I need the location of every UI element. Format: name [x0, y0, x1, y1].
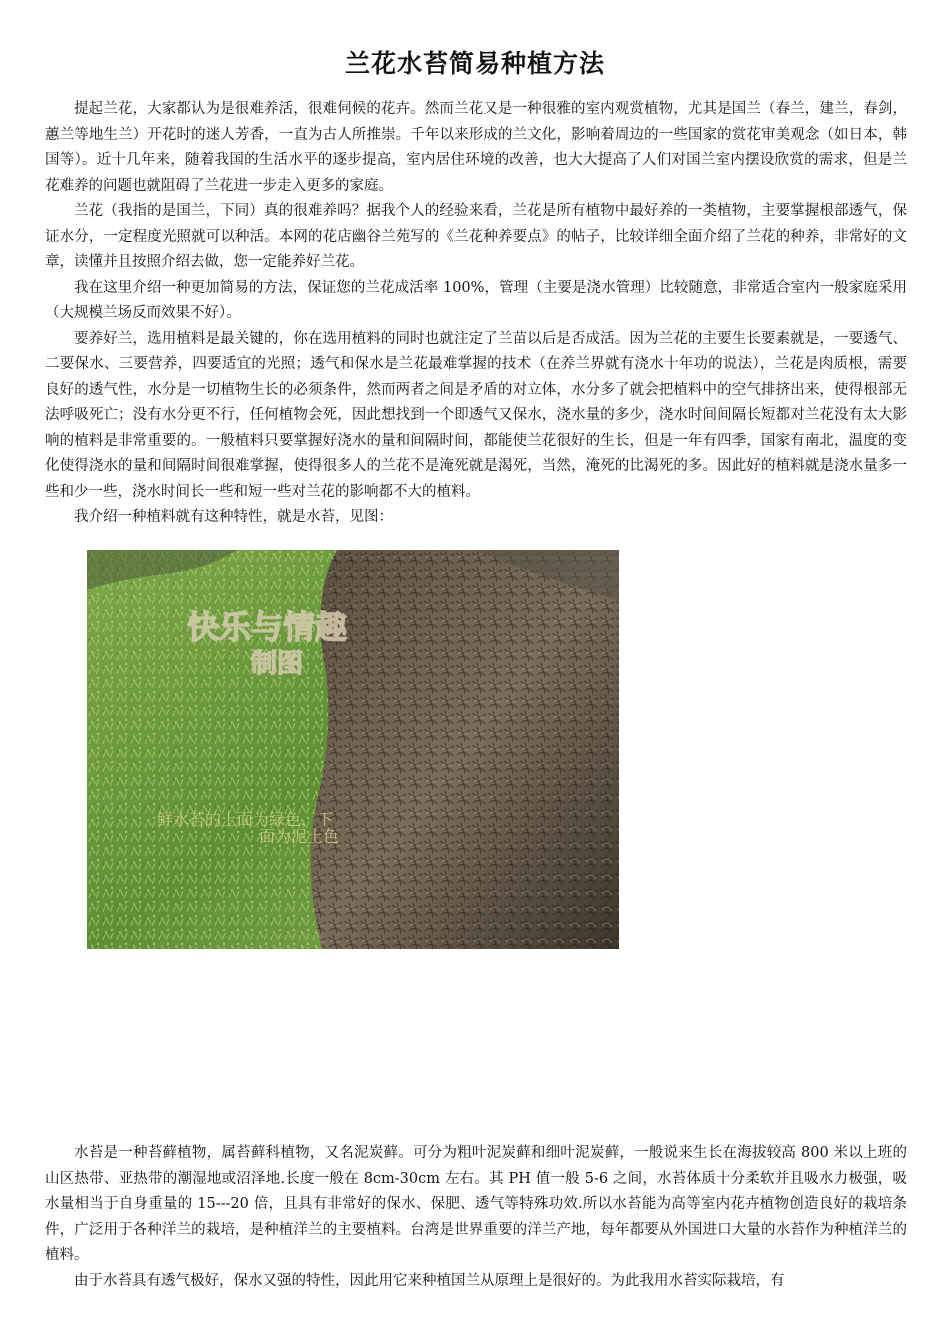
- paragraph: 我介绍一种植料就有这种特性，就是水苔，见图：: [74, 509, 393, 525]
- paragraph: 要养好兰，选用植料是最关键的，你在选用植料的同时也就注定了兰苗以后是否成活。因为兰花的主要生长要素就是，一要透气、二要保水、三要营养，四要适宜的光照；透气和保水是兰花最难掌握的技术（在养兰界就有浇水十年功的说法），兰花是肉质根，需要良好的透气性，水分是一切植物生长的必须条件，然而两者之间是矛盾的对立体，水分多了就会把植料中的空气排挤出来，使得根部无法呼吸死亡；没有水分更不行，任何植物会死，因此想找到一个即透气又保水，浇水量的多少，浇水时间间隔长短都对兰花没有太大影响的植料是非常重要的。一般植料只要掌握好浇水的量和间隔时间，都能使兰花很好的生长，但是一年有四季，国家有南北，温度的变化使得浇水的量和间隔时间很难掌握，使得很多人的兰花不是淹死就是渴死，当然，淹死的比渴死的多。因此好的植料就是浇水量多一些和少一些，浇水时间长一些和短一些对兰花的影响都不大的植料。: [45, 330, 907, 500]
- page-title: 兰花水苔简易种植方法: [344, 49, 605, 78]
- paragraph: 由于水苔具有透气极好，保水又强的特性，因此用它来种植国兰从原理上是很好的。为此我用水苔实际栽培，有: [74, 1272, 785, 1289]
- paragraph: 我在这里介绍一种更加简易的方法，保证您的兰花成活率 100%，管理（主要是浇水管理）比较随意，非常适合室内一般家庭采用（大规模兰场反而效果不好）。: [45, 279, 907, 321]
- photo-caption-line-2: 面为泥土色: [259, 827, 340, 846]
- paragraph: 提起兰花，大家都认为是很难养活，很难伺候的花卉。然而兰花又是一种很雅的室内观赏植物，尤其是国兰（春兰，建兰，春剑，蕙兰等地生兰）开花时的迷人芳香，一直为古人所推崇。千年以来形成的兰文化，影响着周边的一些国家的赏花审美观念（如日本，韩国等）。近十几年来，随着我国的生活水平的逐步提高，室内居住环境的改善，也大大提高了人们对国兰室内摆设欣赏的需求，但是兰花难养的问题也就阻碍了兰花进一步走入更多的家庭。: [45, 101, 907, 194]
- sphagnum-moss-photo: [87, 550, 619, 949]
- watermark-line-1: 快乐与情趣: [186, 608, 348, 646]
- text-block-intro: [45, 97, 907, 531]
- paragraph: 水苔是一种苔藓植物，属苔藓科植物，又名泥炭藓。可分为粗叶泥炭藓和细叶泥炭藓，一般说来生长在海拔较高 800 米以上班的山区热带、亚热带的潮湿地或沼泽地.长度一般在 8cm-30cm 左右。其 PH 值一般 5-6 之间，水苔体质十分柔软并且吸水力极强，吸水量相当于自身重量的 15---20 倍，且具有非常好的保水、保肥、透气等特殊功效.所以水苔能为高等室内花卉植物创造良好的栽培条件，广泛用于各种洋兰的栽培，是种植洋兰的主要植料。台湾是世界重要的洋兰产地，每年都要从外国进口大量的水苔作为种植洋兰的植料。: [45, 1145, 907, 1263]
- moss-photo-illustration: [87, 550, 619, 949]
- text-block-moss: [45, 1141, 907, 1294]
- paragraph: 兰花（我指的是国兰，下同）真的很难养吗？据我个人的经验来看，兰花是所有植物中最好养的一类植物，主要掌握根部透气，保证水分，一定程度光照就可以种活。本网的花店幽谷兰苑写的《兰花种养要点》的帖子，比较详细全面介绍了兰花的种养，非常好的文章，读懂并且按照介绍去做，您一定能养好兰花。: [45, 203, 907, 270]
- dried-moss-area: [311, 550, 619, 949]
- photo-caption-line-1: 鲜水苔的上面为绿色，下: [157, 810, 334, 829]
- watermark-line-2: 制图: [250, 649, 304, 679]
